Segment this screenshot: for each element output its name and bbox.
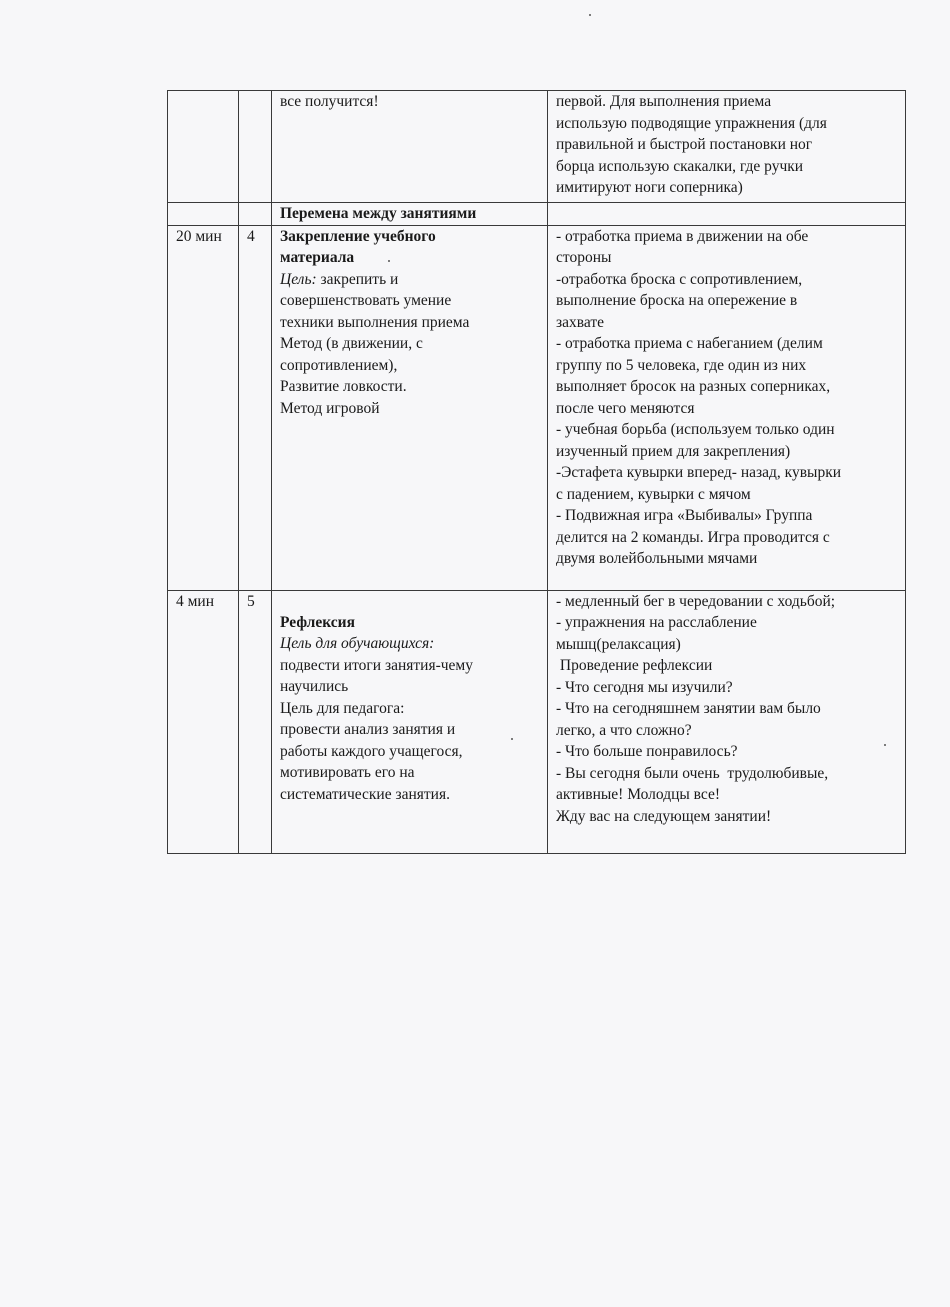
content-text-line: - медленный бег в чередовании с ходьбой;: [556, 592, 836, 610]
content-text-line: борца использую скакалки, где ручки: [556, 157, 804, 175]
stage-text-line: мотивировать его на: [280, 764, 415, 781]
content-text-line: выполняет бросок на разных соперниках,: [556, 378, 831, 395]
stage-text-line: Метод игровой: [280, 399, 380, 417]
stage-text-line: все получится!: [280, 93, 379, 110]
stage-text-line: сопротивлением),: [280, 356, 398, 374]
stage-text-line: подвести итоги занятия-чему: [280, 656, 473, 674]
step-number-cell: 4: [239, 225, 272, 590]
content-text-line: - упражнения на расслабление: [556, 614, 757, 631]
content-text-line: активные! Молодцы все!: [556, 786, 721, 803]
table-row: [168, 91, 906, 203]
content-text-line: использую подводящие упражнения (для: [556, 114, 827, 132]
scan-speck: [511, 738, 513, 740]
stage-text-line: провести анализ занятия и: [280, 721, 456, 738]
content-cell: [548, 590, 906, 853]
content-text-line: правильной и быстрой постановки ног: [556, 136, 813, 153]
content-text-line: мышц(релаксация): [556, 635, 681, 653]
table-row: [168, 225, 906, 590]
content-cell: [548, 203, 906, 226]
stage-cell: [272, 203, 548, 226]
stage-text-line: техники выполнения приема: [280, 313, 470, 331]
stage-text-line: Цель для педагога:: [280, 699, 405, 717]
content-text-line: легко, а что сложно?: [556, 721, 692, 739]
step-number-cell: [239, 91, 272, 203]
content-text-line: группу по 5 человека, где один из них: [556, 356, 807, 374]
time-cell: [168, 203, 239, 226]
content-text-line: Жду вас на следующем занятии!: [556, 807, 772, 825]
goal-text: закрепить и: [316, 270, 399, 288]
stage-cell: [272, 91, 548, 203]
content-cell: [548, 225, 906, 590]
content-text-line: делится на 2 команды. Игра проводится с: [556, 528, 830, 546]
content-text-line: - отработка приема в движении на обе: [556, 227, 809, 245]
content-text-line: стороны: [556, 249, 612, 266]
stage-text-line: систематические занятия.: [280, 785, 450, 803]
content-text-line: с падением, кувырки с мячом: [556, 485, 751, 503]
stage-title: материала: [280, 249, 355, 266]
scan-speck: [884, 744, 886, 746]
content-text-line: двумя волейбольными мячами: [556, 550, 758, 567]
content-text-line: после чего меняются: [556, 399, 695, 417]
lesson-plan-table: [167, 90, 906, 854]
content-text-line: - Подвижная игра «Выбивалы» Группа: [556, 507, 813, 524]
table-row: [168, 590, 906, 853]
stage-goal-line: [280, 269, 547, 291]
content-text-line: -Эстафета кувырки вперед- назад, кувырки: [556, 464, 842, 481]
content-text-line: первой. Для выполнения приема: [556, 93, 772, 110]
scan-speck: [388, 260, 390, 262]
stage-text-line: совершенствовать умение: [280, 292, 452, 309]
content-text-line: - отработка приема с набеганием (делим: [556, 335, 823, 352]
stage-cell: [272, 590, 548, 853]
break-label: Перемена между занятиями: [280, 205, 477, 222]
content-text-line: -отработка броска с сопротивлением,: [556, 270, 803, 288]
time-cell: 20 мин: [168, 225, 239, 590]
content-text-line: - Что больше понравилось?: [556, 743, 738, 760]
content-text-line: захвате: [556, 313, 604, 331]
stage-cell: [272, 225, 548, 590]
content-text-line: - учебная борьба (используем только один: [556, 421, 835, 438]
stage-text-line: работы каждого учащегося,: [280, 742, 463, 760]
content-text-line: выполнение броска на опережение в: [556, 292, 798, 309]
stage-title: Рефлексия: [280, 613, 355, 631]
step-number-cell: [239, 203, 272, 226]
content-text-line: - Что на сегодняшнем занятии вам было: [556, 700, 821, 717]
content-text-line: Проведение рефлексии: [556, 657, 713, 674]
time-cell: [168, 91, 239, 203]
stage-text-line: Метод (в движении, с: [280, 335, 423, 352]
stage-text-line: научились: [280, 678, 349, 695]
blank-line: [280, 591, 547, 612]
scan-speck: [589, 14, 591, 16]
content-text-line: изученный прием для закрепления): [556, 442, 791, 460]
stage-title: Закрепление учебного: [280, 227, 436, 245]
goal-label: Цель:: [280, 270, 317, 288]
time-cell: 4 мин: [168, 590, 239, 853]
table-row: [168, 203, 906, 226]
content-text-line: - Что сегодня мы изучили?: [556, 678, 733, 696]
stage-text-line: Развитие ловкости.: [280, 378, 407, 395]
content-text-line: имитируют ноги соперника): [556, 179, 743, 196]
step-number-cell: 5: [239, 590, 272, 853]
content-cell: [548, 91, 906, 203]
goal-label: Цель для обучающихся:: [280, 635, 435, 652]
content-text-line: - Вы сегодня были очень трудолюбивые,: [556, 764, 829, 782]
